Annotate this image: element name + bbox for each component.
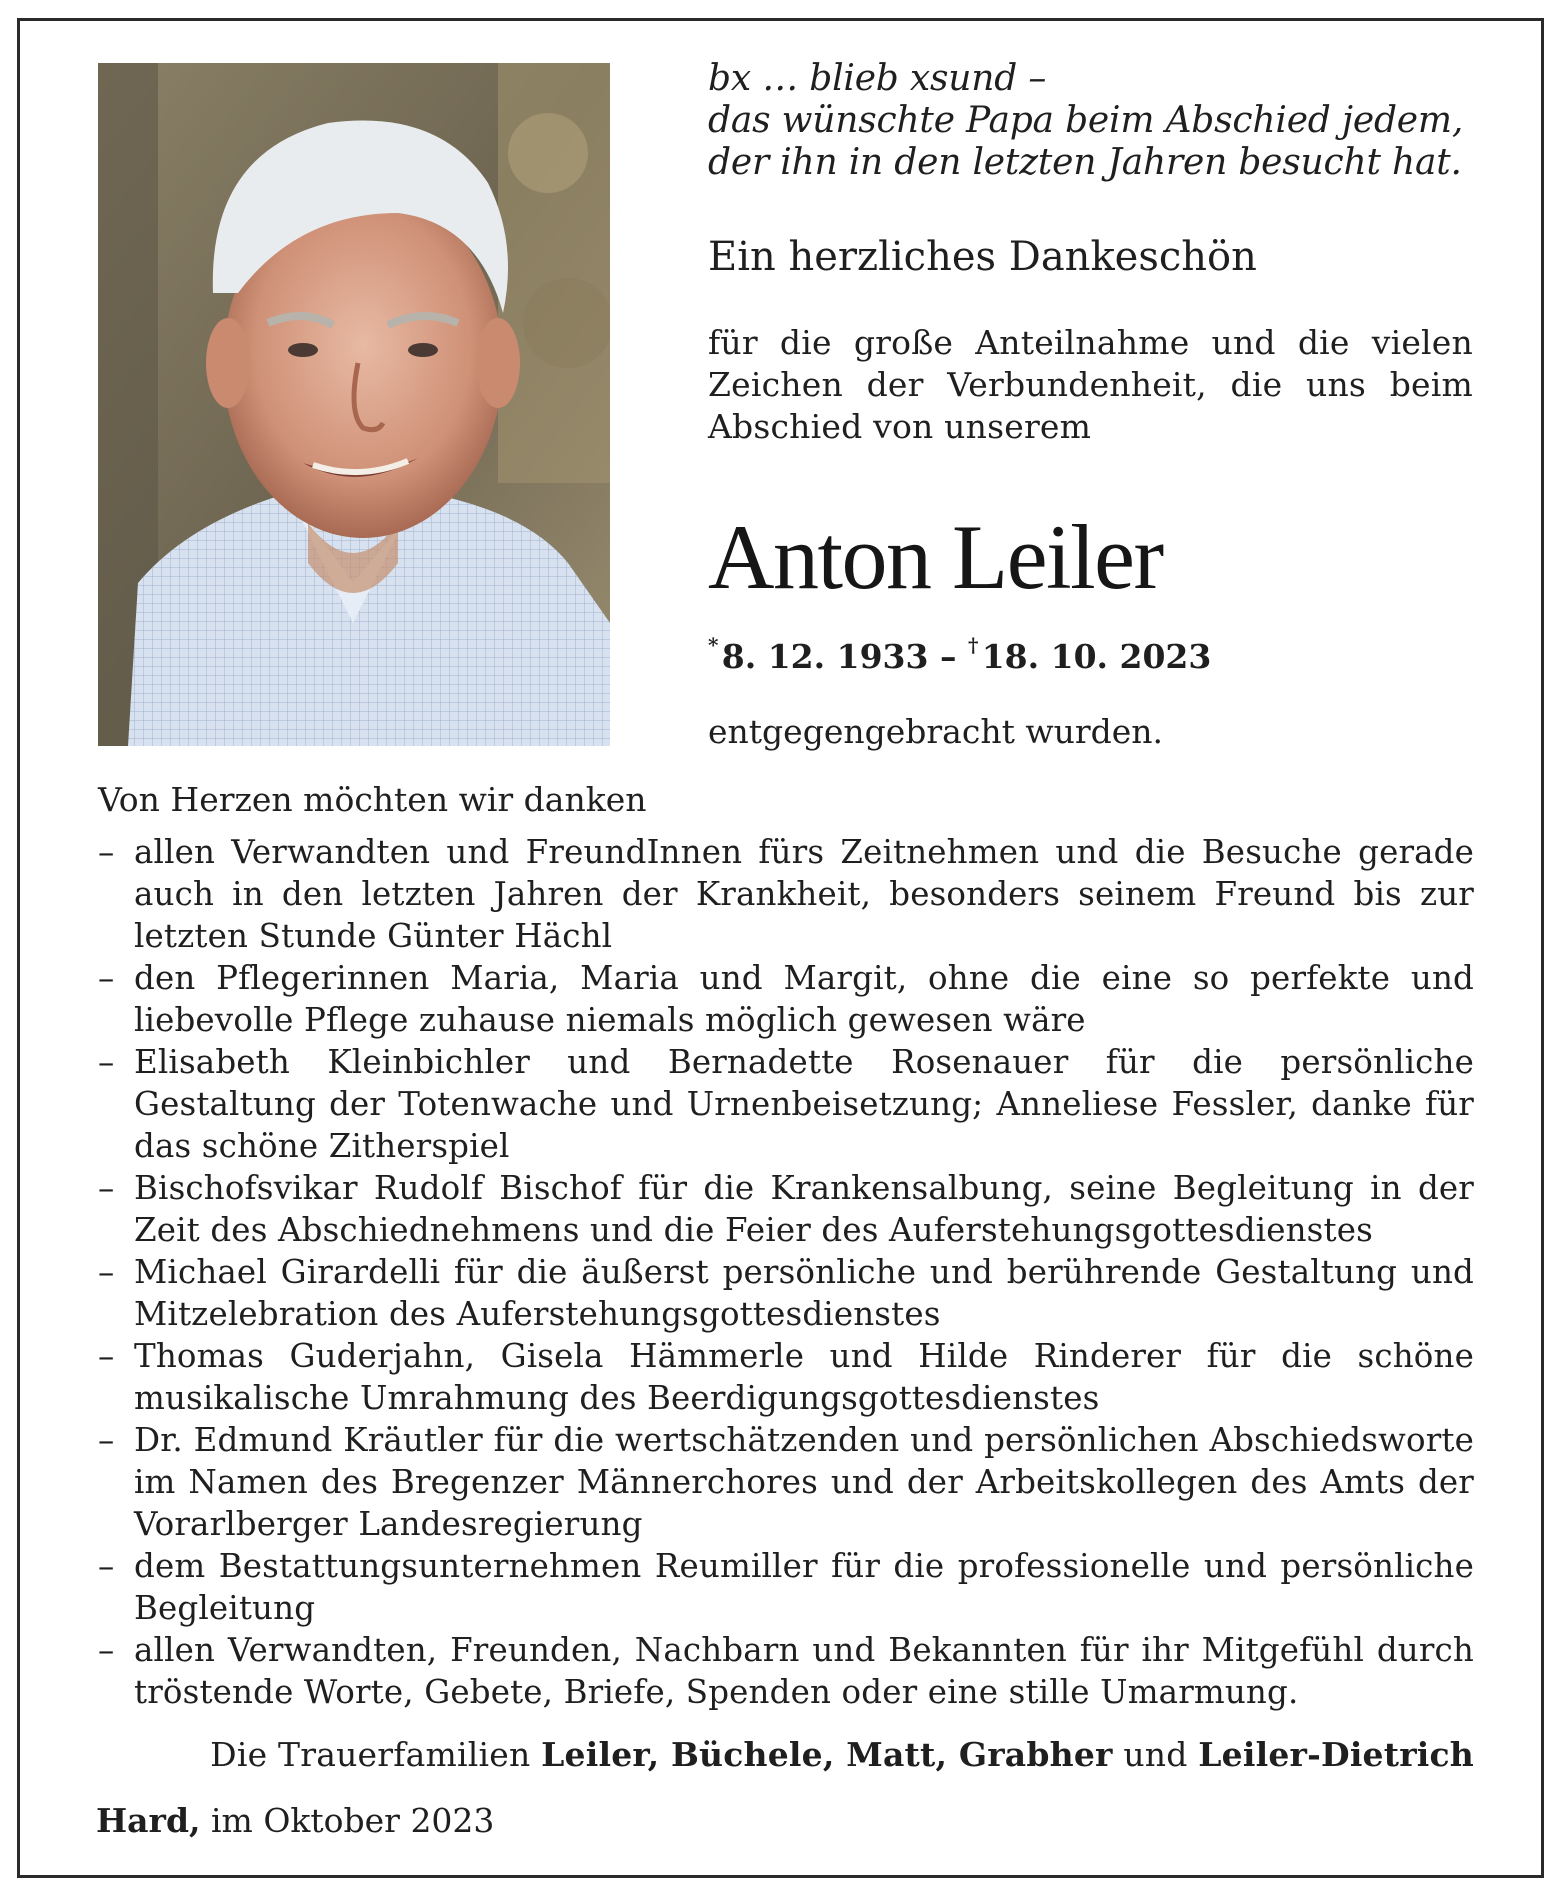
- deceased-name: Anton Leiler: [708, 506, 1163, 608]
- list-item: [98, 1041, 1474, 1167]
- thanks-heading: Ein herzliches Dankeschön: [708, 234, 1257, 280]
- death-symbol: †: [967, 633, 979, 657]
- list-item: [98, 1251, 1474, 1335]
- dash-marker: –: [98, 1169, 115, 1207]
- dash-marker: –: [98, 1421, 115, 1459]
- dash-marker: –: [98, 833, 115, 871]
- list-item: [98, 1419, 1474, 1545]
- place-town: Hard,: [96, 1801, 201, 1840]
- list-item-text: allen Verwandten und FreundInnen fürs Zeitnehmen und die Besuche gerade auch in den letzten Jahren der Krankheit, besonders seinem Freund bis zur letzten Stunde Günter Hächl: [134, 833, 1474, 955]
- dash-marker: –: [98, 1253, 115, 1291]
- list-item: [98, 957, 1474, 1041]
- thanks-lead: Von Herzen möchten wir danken: [98, 780, 647, 819]
- dash-marker: –: [98, 959, 115, 997]
- list-item: [98, 831, 1474, 957]
- signature-prefix: Die Trauerfamilien: [210, 1735, 542, 1774]
- thanks-list: [98, 831, 1474, 1713]
- family-signature: [184, 1734, 1474, 1776]
- list-item-text: Michael Girardelli für die äußerst persönliche und berührende Gestaltung und Mitzelebration des Auferstehungsgottesdienstes: [134, 1253, 1474, 1333]
- signature-conjunction: und: [1112, 1735, 1199, 1774]
- portrait-photo: [98, 63, 610, 746]
- list-item-text: Dr. Edmund Kräutler für die wertschätzenden und persönlichen Abschiedsworte im Namen des Bregenzer Männerchores und der Arbeitskollegen des Amts der Vorarlberger Landesregierung: [134, 1421, 1474, 1543]
- list-item-text: dem Bestattungsunternehmen Reumiller für die professionelle und persönliche Begleitung: [134, 1547, 1474, 1627]
- opening-quote: bx … blieb xsund – das wünschte Papa beim Abschied jedem, der ihn in den letzten Jahren besucht hat.: [708, 58, 1464, 183]
- signature-families: Leiler, Büchele, Matt, Grabher: [541, 1735, 1113, 1774]
- list-item-text: Bischofsvikar Rudolf Bischof für die Krankensalbung, seine Begleitung in der Zeit des Abschiednehmens und die Feier des Auferstehungsgottesdienstes: [134, 1169, 1474, 1249]
- list-item: [98, 1545, 1474, 1629]
- dash-marker: –: [98, 1043, 115, 1081]
- intro-text: für die große Anteilnahme und die vielen Zeichen der Verbundenheit, die uns beim Abschied von unserem: [708, 323, 1473, 446]
- list-item: [98, 1629, 1474, 1713]
- birth-symbol: *: [708, 633, 719, 657]
- dash-marker: –: [98, 1547, 115, 1585]
- signature-last-family: Leiler-Dietrich: [1198, 1735, 1474, 1774]
- list-item-text: allen Verwandten, Freunden, Nachbarn und Bekannten für ihr Mitgefühl durch tröstende Worte, Gebete, Briefe, Spenden oder eine stille Umarmung.: [134, 1631, 1474, 1711]
- dash-marker: –: [98, 1631, 115, 1669]
- place-month: im Oktober 2023: [200, 1801, 495, 1840]
- list-item-text: Thomas Guderjahn, Gisela Hämmerle und Hilde Rinderer für die schöne musikalische Umrahmung des Beerdigungsgottesdienstes: [134, 1337, 1474, 1417]
- life-dates: [708, 629, 1478, 677]
- list-item: [98, 1335, 1474, 1419]
- received-text: entgegengebracht wurden.: [708, 712, 1163, 751]
- list-item-text: Elisabeth Kleinbichler und Bernadette Rosenauer für die persönliche Gestaltung der Totenwache und Urnenbeisetzung; Anneliese Fessler, danke für das schöne Zitherspiel: [134, 1043, 1474, 1165]
- birth-date: 8. 12. 1933: [721, 637, 929, 676]
- dash-marker: –: [98, 1337, 115, 1375]
- list-item-text: den Pflegerinnen Maria, Maria und Margit, ohne die eine so perfekte und liebevolle Pflege zuhause niemals möglich gewesen wäre: [134, 959, 1474, 1039]
- place-date: [96, 1800, 494, 1842]
- date-separator: –: [928, 637, 968, 676]
- list-item: [98, 1167, 1474, 1251]
- death-date: 18. 10. 2023: [981, 637, 1212, 676]
